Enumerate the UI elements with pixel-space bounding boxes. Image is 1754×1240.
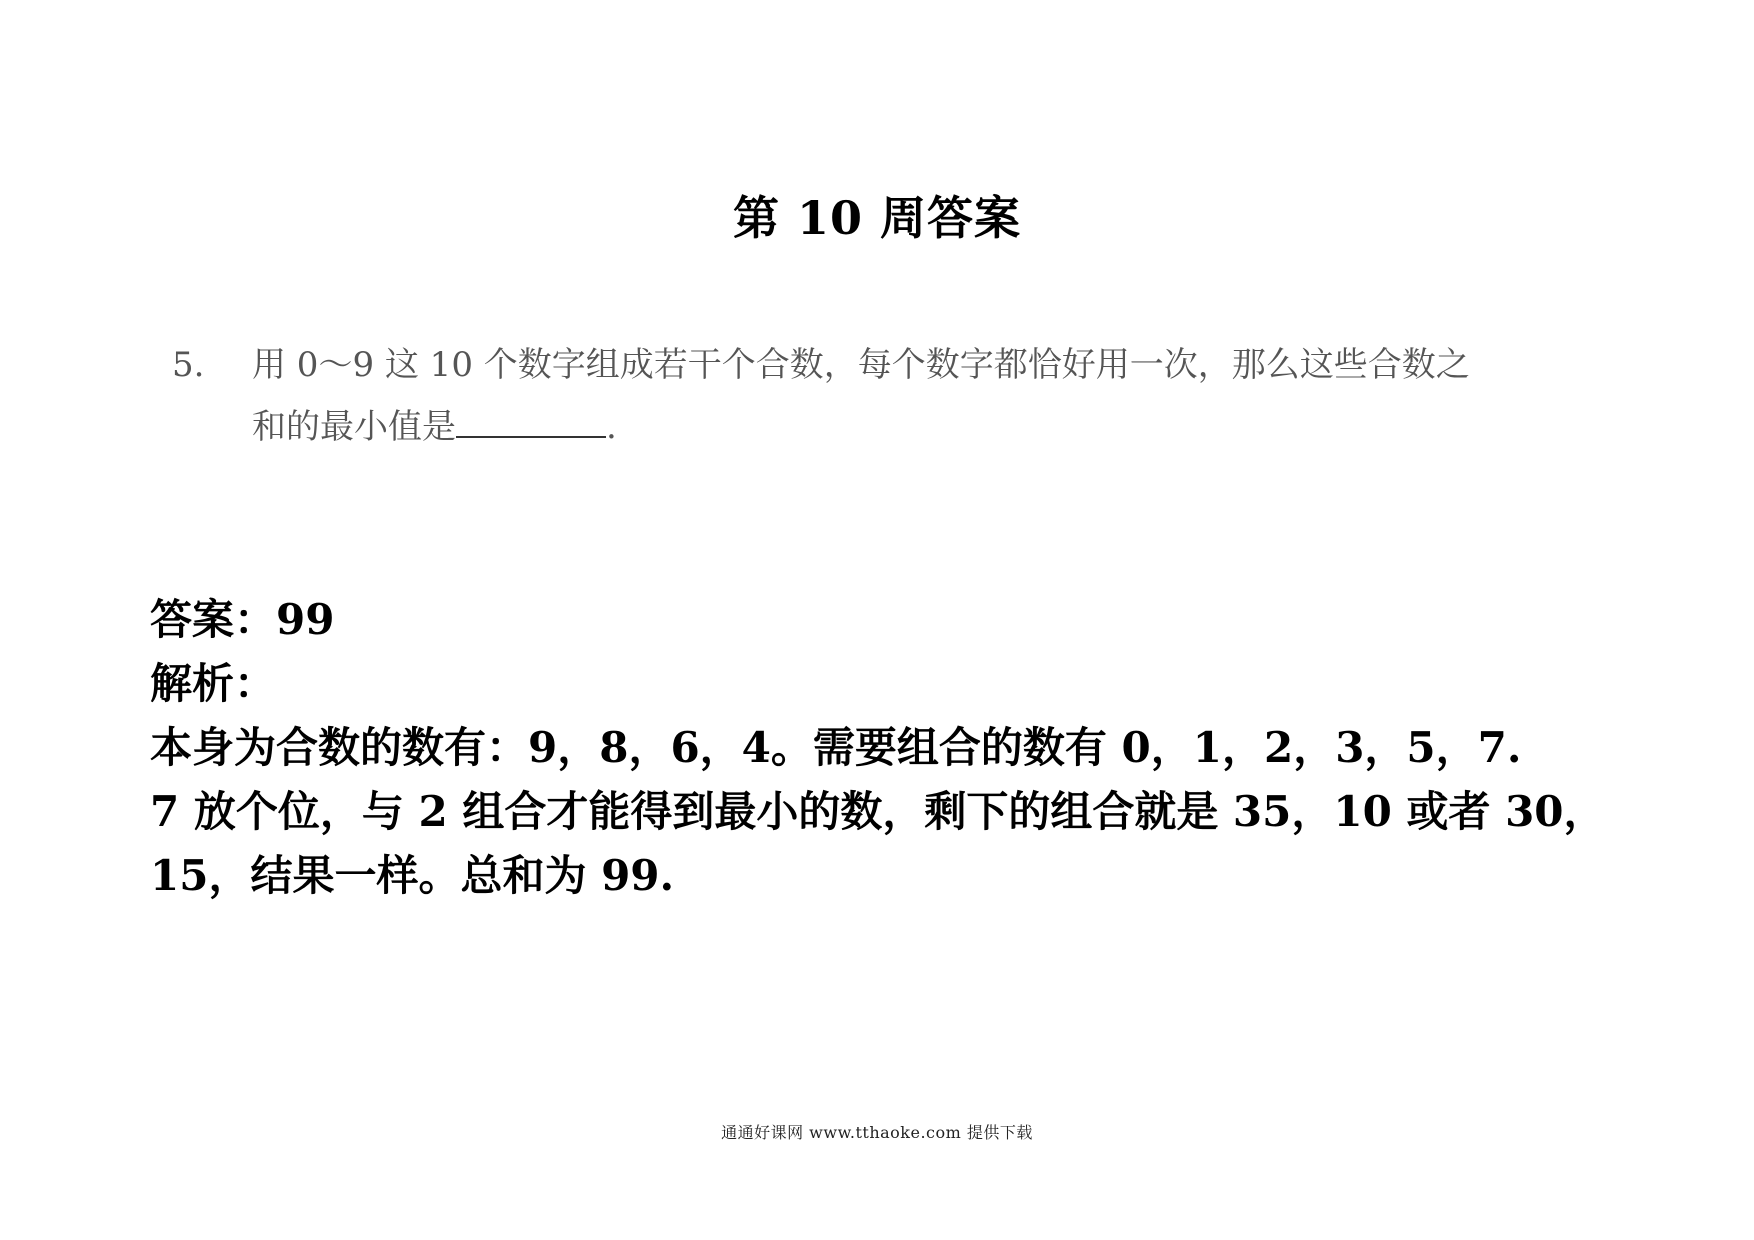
question-line-2 xyxy=(252,396,1592,458)
answer-line xyxy=(150,588,1630,652)
question-block xyxy=(172,334,1592,458)
answer-label: 答案： xyxy=(150,595,277,644)
answer-blank xyxy=(456,410,606,438)
footer-credit: 通通好课网 www.tthaoke.com 提供下载 xyxy=(721,1123,1033,1142)
page-title: 第 10 周答案 xyxy=(732,191,1022,245)
question-number: 5. xyxy=(172,345,205,385)
analysis-line-2: 7 放个位，与 2 组合才能得到最小的数，剩下的组合就是 35，10 或者 30， xyxy=(150,787,1606,836)
analysis-label: 解析： xyxy=(150,659,277,708)
answer-block xyxy=(150,588,1630,908)
answer-value: 99 xyxy=(276,595,335,644)
question-line-2-suffix: . xyxy=(606,407,617,447)
question-line-2-prefix: 和的最小值是 xyxy=(252,407,456,447)
question-line-1: 用 0～9 这 10 个数字组成若干个合数，每个数字都恰好用一次，那么这些合数之 xyxy=(252,345,1470,385)
analysis-line-1: 本身为合数的数有：9，8，6，4。需要组合的数有 0，1，2，3，5，7. xyxy=(150,723,1522,772)
analysis-line-3: 15，结果一样。总和为 99. xyxy=(150,851,675,900)
question-text xyxy=(252,334,1592,458)
